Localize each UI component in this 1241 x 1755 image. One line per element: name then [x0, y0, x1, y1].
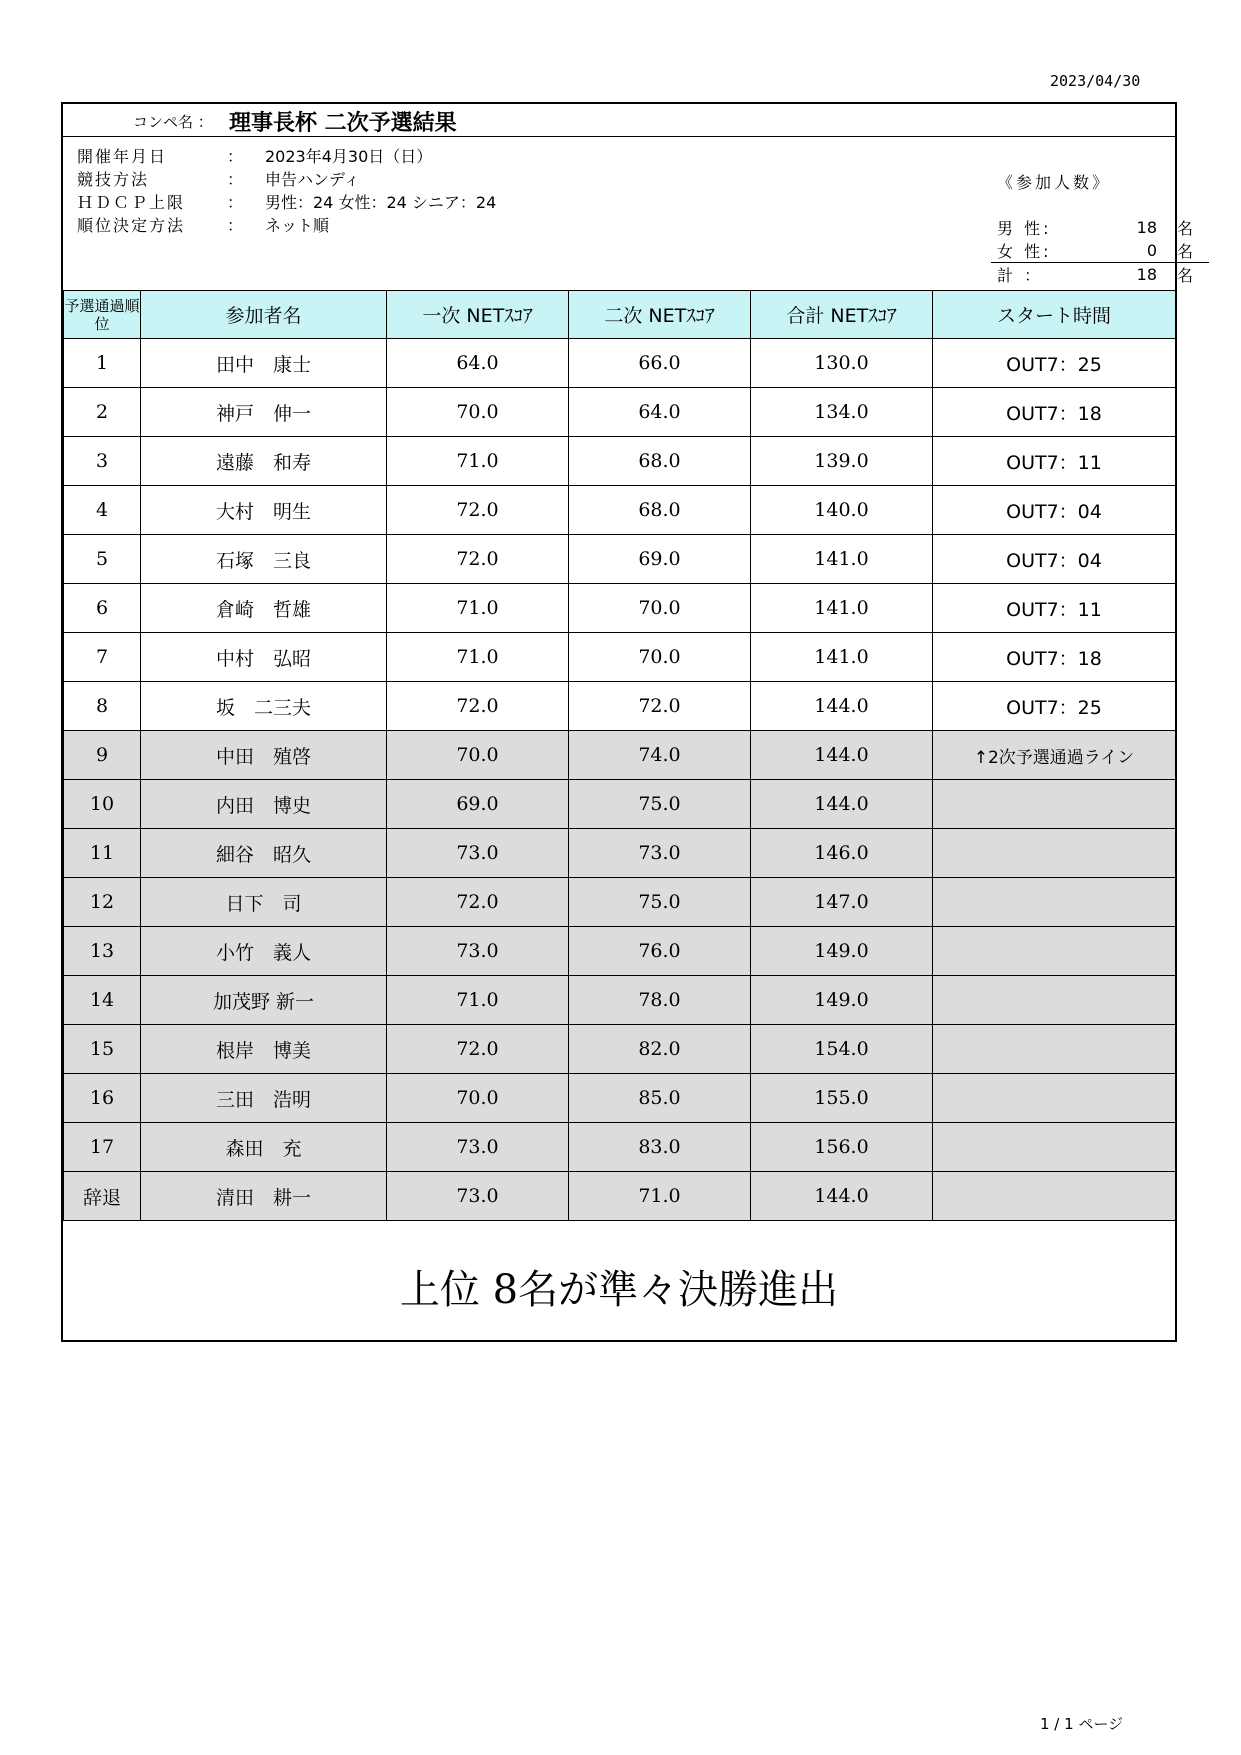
cell-start-time: OUT7：04	[933, 535, 1176, 584]
cell-start-time: OUT7：18	[933, 633, 1176, 682]
cell-name: 日下 司	[141, 878, 387, 927]
cell-total-score: 154.0	[751, 1025, 933, 1074]
table-row	[64, 437, 1176, 486]
cell-second-score: 64.0	[569, 388, 751, 437]
cell-start-time	[933, 780, 1176, 829]
info-row: 開催年月日 ： 2023年4月30日（日）	[77, 144, 496, 167]
header-first-score: 一次 NETｽｺｱ	[387, 291, 569, 339]
cell-second-score: 68.0	[569, 437, 751, 486]
cell-start-time: OUT7：25	[933, 682, 1176, 731]
cell-rank: 17	[64, 1123, 141, 1172]
cell-rank: 14	[64, 976, 141, 1025]
info-value: 男性：24 女性：24 シニア：24	[265, 193, 497, 212]
title-row	[63, 104, 1175, 137]
cell-first-score: 72.0	[387, 535, 569, 584]
cell-second-score: 85.0	[569, 1074, 751, 1123]
header-total-score: 合計 NETｽｺｱ	[751, 291, 933, 339]
results-table	[63, 290, 1176, 1221]
cell-rank: 1	[64, 339, 141, 388]
cell-second-score: 74.0	[569, 731, 751, 780]
table-row	[64, 388, 1176, 437]
cell-start-time: OUT7：18	[933, 388, 1176, 437]
cell-first-score: 64.0	[387, 339, 569, 388]
table-row	[64, 1074, 1176, 1123]
cell-start-time: OUT7：25	[933, 339, 1176, 388]
cell-first-score: 70.0	[387, 731, 569, 780]
cell-start-time	[933, 976, 1176, 1025]
count-row-male: 男 性: 18 名	[997, 218, 1193, 238]
cell-name: 中村 弘昭	[141, 633, 387, 682]
cell-name: 石塚 三良	[141, 535, 387, 584]
cell-first-score: 71.0	[387, 976, 569, 1025]
cell-rank: 15	[64, 1025, 141, 1074]
table-row	[64, 878, 1176, 927]
cell-total-score: 146.0	[751, 829, 933, 878]
table-row	[64, 927, 1176, 976]
table-row	[64, 535, 1176, 584]
cell-name: 大村 明生	[141, 486, 387, 535]
cell-name: 遠藤 和寿	[141, 437, 387, 486]
participant-count-title: 《参加人数》	[997, 173, 1112, 192]
cell-rank: 16	[64, 1074, 141, 1123]
results-sheet	[61, 102, 1193, 1342]
cell-first-score: 72.0	[387, 878, 569, 927]
table-row	[64, 633, 1176, 682]
cell-second-score: 72.0	[569, 682, 751, 731]
info-label: 開催年月日	[77, 147, 168, 166]
cell-name: 根岸 博美	[141, 1025, 387, 1074]
cell-first-score: 72.0	[387, 1025, 569, 1074]
cell-start-time	[933, 878, 1176, 927]
cell-second-score: 78.0	[569, 976, 751, 1025]
cell-second-score: 83.0	[569, 1123, 751, 1172]
cell-start-time	[933, 829, 1176, 878]
cell-first-score: 69.0	[387, 780, 569, 829]
cell-name: 神戸 伸一	[141, 388, 387, 437]
header-rank: 予選通過順位	[64, 291, 141, 339]
table-row	[64, 682, 1176, 731]
cell-second-score: 82.0	[569, 1025, 751, 1074]
cell-total-score: 144.0	[751, 682, 933, 731]
print-date: 2023/04/30	[1050, 72, 1141, 90]
cell-first-score: 72.0	[387, 682, 569, 731]
results-body	[64, 339, 1176, 1221]
cell-first-score: 71.0	[387, 584, 569, 633]
page-number: 1 / 1 ページ	[1040, 1715, 1124, 1733]
competition-label: コンペ名 ：	[133, 113, 213, 131]
info-row: 順位決定方法 ： ネット順	[77, 213, 496, 236]
cell-start-time	[933, 1074, 1176, 1123]
count-row-total: 計 ： 18 名	[991, 262, 1209, 286]
table-row	[64, 1172, 1176, 1221]
competition-name: 理事長杯 二次予選結果	[229, 111, 457, 136]
cell-name: 中田 殖啓	[141, 731, 387, 780]
cell-second-score: 69.0	[569, 535, 751, 584]
cell-total-score: 144.0	[751, 780, 933, 829]
cell-first-score: 71.0	[387, 633, 569, 682]
cell-second-score: 68.0	[569, 486, 751, 535]
participant-count	[991, 216, 1209, 286]
table-row	[64, 1025, 1176, 1074]
cell-total-score: 156.0	[751, 1123, 933, 1172]
cell-first-score: 73.0	[387, 829, 569, 878]
cell-name: 内田 博史	[141, 780, 387, 829]
cell-rank: 5	[64, 535, 141, 584]
cell-first-score: 73.0	[387, 1172, 569, 1221]
cell-name: 三田 浩明	[141, 1074, 387, 1123]
cell-total-score: 144.0	[751, 1172, 933, 1221]
cell-name: 清田 耕一	[141, 1172, 387, 1221]
cell-total-score: 130.0	[751, 339, 933, 388]
cell-start-time	[933, 1025, 1176, 1074]
cell-rank: 6	[64, 584, 141, 633]
cell-rank: 13	[64, 927, 141, 976]
cell-second-score: 75.0	[569, 780, 751, 829]
cell-rank: 8	[64, 682, 141, 731]
cell-total-score: 141.0	[751, 584, 933, 633]
header-second-score: 二次 NETｽｺｱ	[569, 291, 751, 339]
cell-total-score: 140.0	[751, 486, 933, 535]
cell-total-score: 149.0	[751, 976, 933, 1025]
table-header-row	[64, 291, 1176, 339]
cell-rank: 7	[64, 633, 141, 682]
footer-note: 上位 8名が準々決勝進出	[399, 1267, 839, 1313]
cell-total-score: 149.0	[751, 927, 933, 976]
cell-rank: 3	[64, 437, 141, 486]
cell-first-score: 73.0	[387, 1123, 569, 1172]
info-row: 競技方法 ： 申告ハンディ	[77, 167, 496, 190]
cell-second-score: 71.0	[569, 1172, 751, 1221]
table-row	[64, 339, 1176, 388]
cell-total-score: 144.0	[751, 731, 933, 780]
cell-first-score: 73.0	[387, 927, 569, 976]
cell-total-score: 141.0	[751, 633, 933, 682]
info-value: 申告ハンディ	[265, 170, 360, 189]
cell-second-score: 70.0	[569, 584, 751, 633]
cell-rank: 辞退	[64, 1172, 141, 1221]
cell-rank: 10	[64, 780, 141, 829]
cell-second-score: 70.0	[569, 633, 751, 682]
cell-total-score: 139.0	[751, 437, 933, 486]
table-row	[64, 731, 1176, 780]
cell-start-time	[933, 1123, 1176, 1172]
table-row	[64, 1123, 1176, 1172]
table-row	[64, 976, 1176, 1025]
cell-start-time	[933, 1172, 1176, 1221]
cell-name: 田中 康士	[141, 339, 387, 388]
cell-rank: 11	[64, 829, 141, 878]
cell-first-score: 70.0	[387, 1074, 569, 1123]
cell-second-score: 73.0	[569, 829, 751, 878]
table-row	[64, 486, 1176, 535]
cell-rank: 2	[64, 388, 141, 437]
cell-second-score: 76.0	[569, 927, 751, 976]
cell-name: 小竹 義人	[141, 927, 387, 976]
header-name: 参加者名	[141, 291, 387, 339]
cell-name: 坂 二三夫	[141, 682, 387, 731]
cell-rank: 4	[64, 486, 141, 535]
cell-name: 細谷 昭久	[141, 829, 387, 878]
cell-name: 加茂野 新一	[141, 976, 387, 1025]
table-row	[64, 780, 1176, 829]
cell-first-score: 71.0	[387, 437, 569, 486]
info-value: 2023年4月30日（日）	[265, 147, 433, 166]
cell-first-score: 70.0	[387, 388, 569, 437]
cell-start-time	[933, 927, 1176, 976]
cell-total-score: 134.0	[751, 388, 933, 437]
table-row	[64, 829, 1176, 878]
info-label: 順位決定方法	[77, 216, 186, 235]
cell-first-score: 72.0	[387, 486, 569, 535]
cell-second-score: 75.0	[569, 878, 751, 927]
cell-start-time: ↑2次予選通過ライン	[933, 731, 1176, 780]
cell-rank: 12	[64, 878, 141, 927]
header-start-time: スタート時間	[933, 291, 1176, 339]
info-label: ＨＤＣＰ上限	[77, 193, 186, 212]
cell-name: 倉崎 哲雄	[141, 584, 387, 633]
info-row: ＨＤＣＰ上限 ： 男性：24 女性：24 シニア：24	[77, 190, 496, 213]
table-row	[64, 584, 1176, 633]
cell-start-time: OUT7：11	[933, 584, 1176, 633]
cell-rank: 9	[64, 731, 141, 780]
cell-second-score: 66.0	[569, 339, 751, 388]
cell-start-time: OUT7：04	[933, 486, 1176, 535]
cell-total-score: 147.0	[751, 878, 933, 927]
cell-start-time: OUT7：11	[933, 437, 1176, 486]
cell-total-score: 155.0	[751, 1074, 933, 1123]
cell-name: 森田 充	[141, 1123, 387, 1172]
info-value: ネット順	[265, 216, 330, 235]
competition-info	[77, 144, 496, 236]
cell-total-score: 141.0	[751, 535, 933, 584]
count-row-female: 女 性: 0 名	[997, 241, 1193, 261]
info-label: 競技方法	[77, 170, 150, 189]
